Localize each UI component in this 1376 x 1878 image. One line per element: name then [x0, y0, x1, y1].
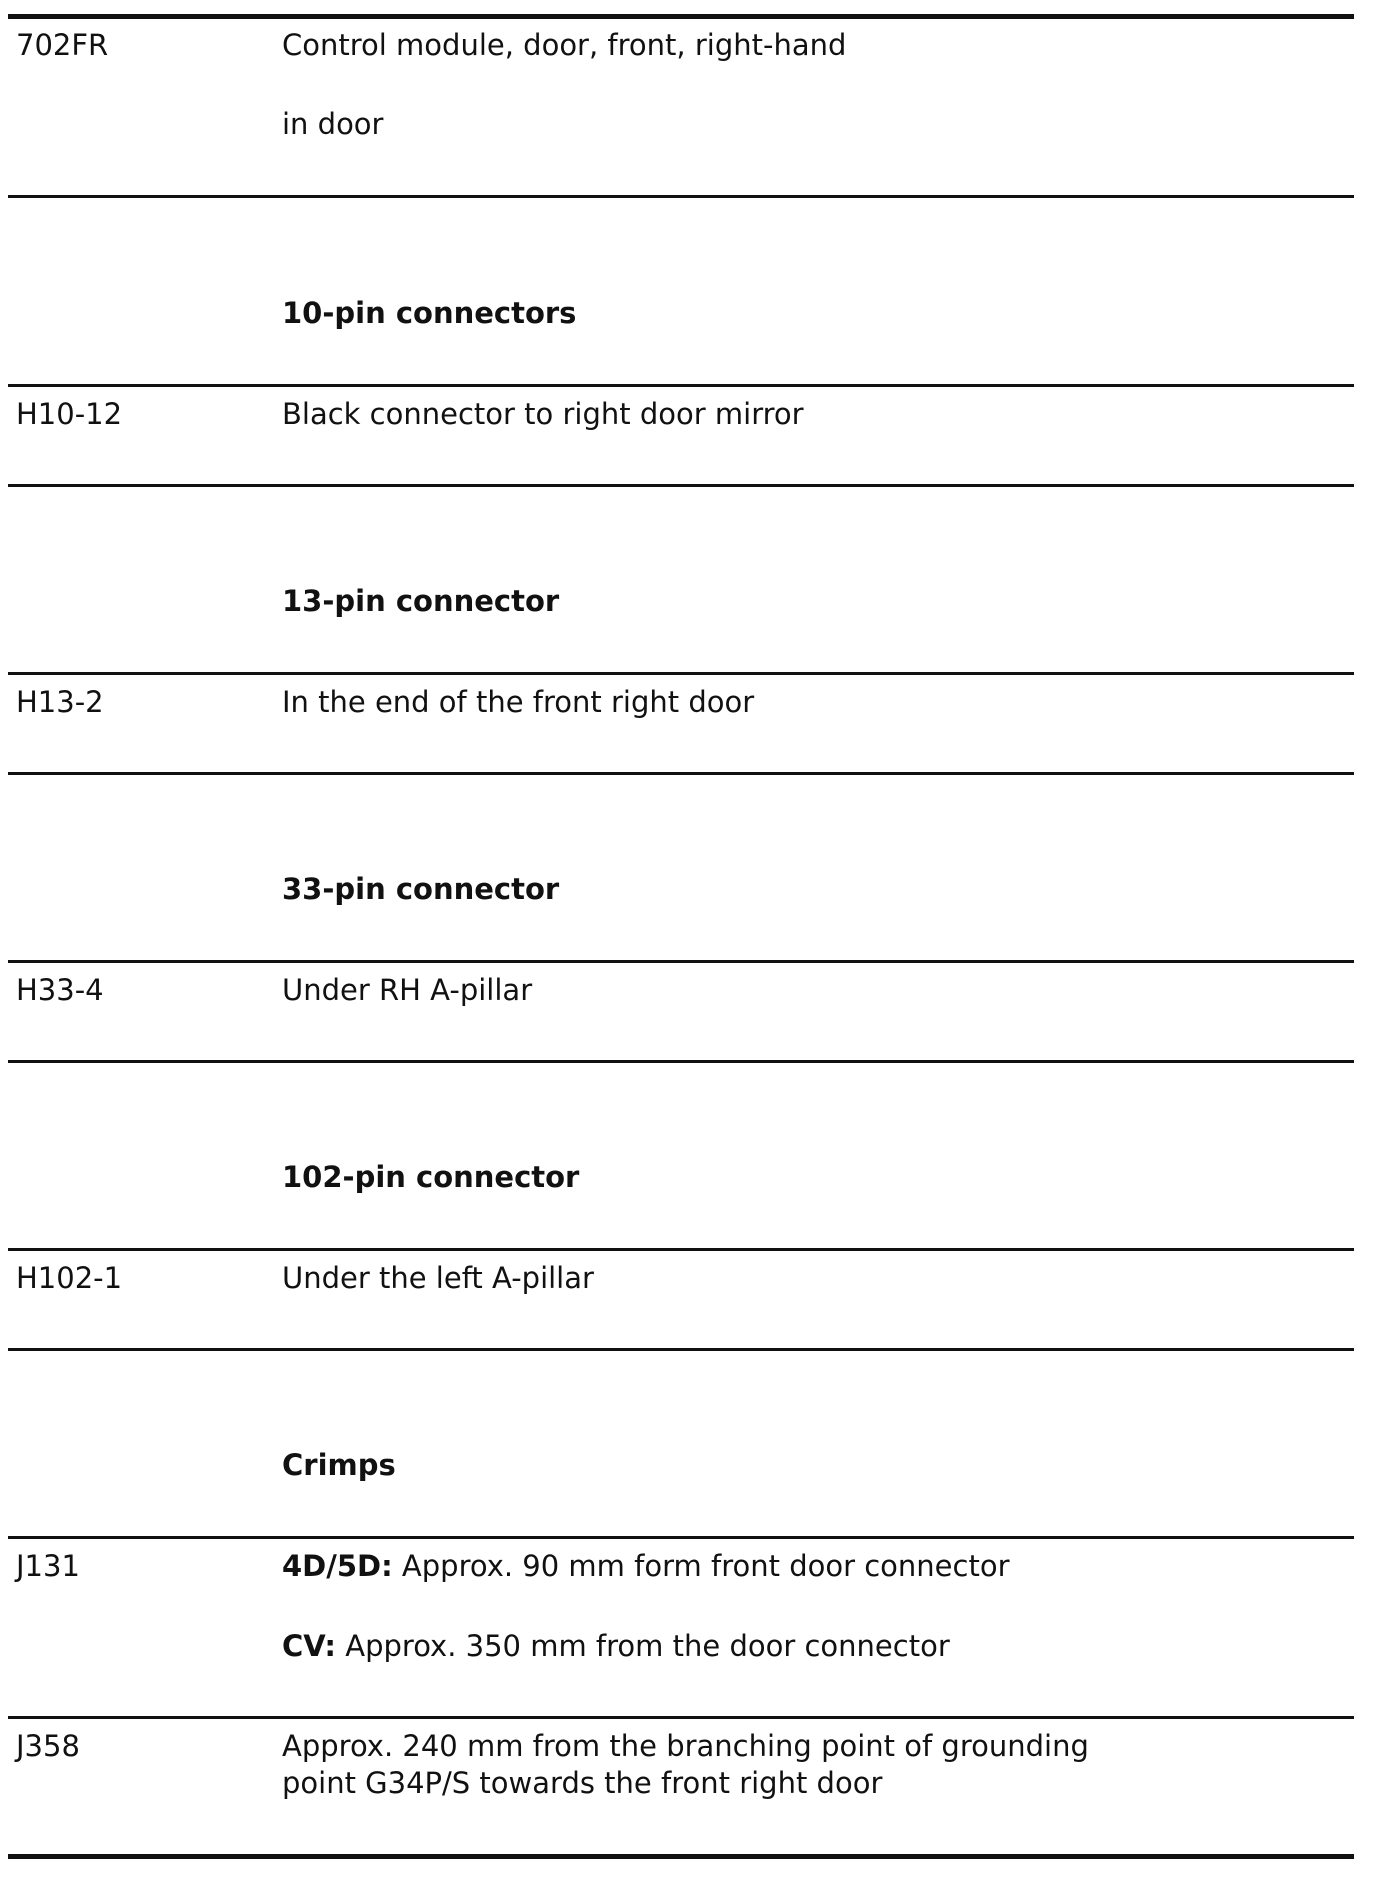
section-heading-13-pin: 13-pin connector: [282, 584, 560, 618]
variant-label-cv: CV:: [282, 1629, 337, 1663]
crimp-code: J131: [16, 1549, 80, 1583]
row-divider: [8, 1248, 1354, 1251]
table-top-rule: [8, 14, 1354, 19]
variant-label-4d5d: 4D/5D:: [282, 1549, 393, 1583]
row-divider: [8, 672, 1354, 675]
component-code: 702FR: [16, 28, 109, 62]
row-divider: [8, 1536, 1354, 1539]
crimp-code: J358: [16, 1729, 80, 1763]
section-heading-10-pin: 10-pin connectors: [282, 296, 577, 330]
row-divider: [8, 772, 1354, 775]
connector-description: Under the left A-pillar: [282, 1261, 594, 1295]
crimp-description-cv: [282, 1628, 950, 1664]
row-divider: [8, 195, 1354, 198]
crimp-description-line2: point G34P/S towards the front right door: [282, 1766, 883, 1800]
section-heading-33-pin: 33-pin connector: [282, 872, 560, 906]
crimp-description-4d5d: [282, 1548, 1010, 1584]
component-description: Control module, door, front, right-hand: [282, 28, 847, 62]
row-divider: [8, 484, 1354, 487]
row-divider: [8, 384, 1354, 387]
crimp-description-line1: Approx. 240 mm from the branching point of grounding: [282, 1729, 1089, 1763]
row-divider: [8, 960, 1354, 963]
section-heading-102-pin: 102-pin connector: [282, 1160, 580, 1194]
connector-code: H10-12: [16, 397, 123, 431]
row-divider: [8, 1348, 1354, 1351]
variant-text-4d5d: Approx. 90 mm form front door connector: [392, 1549, 1010, 1583]
row-divider: [8, 1716, 1354, 1719]
connector-code: H13-2: [16, 685, 104, 719]
section-heading-crimps: Crimps: [282, 1448, 396, 1482]
variant-text-cv: Approx. 350 mm from the door connector: [336, 1629, 950, 1663]
connector-description: Black connector to right door mirror: [282, 397, 804, 431]
table-bottom-rule: [8, 1854, 1354, 1859]
connector-code: H33-4: [16, 973, 104, 1007]
row-divider: [8, 1060, 1354, 1063]
connector-description: In the end of the front right door: [282, 685, 755, 719]
connector-description: Under RH A-pillar: [282, 973, 533, 1007]
connector-code: H102-1: [16, 1261, 123, 1295]
component-location: in door: [282, 107, 384, 141]
